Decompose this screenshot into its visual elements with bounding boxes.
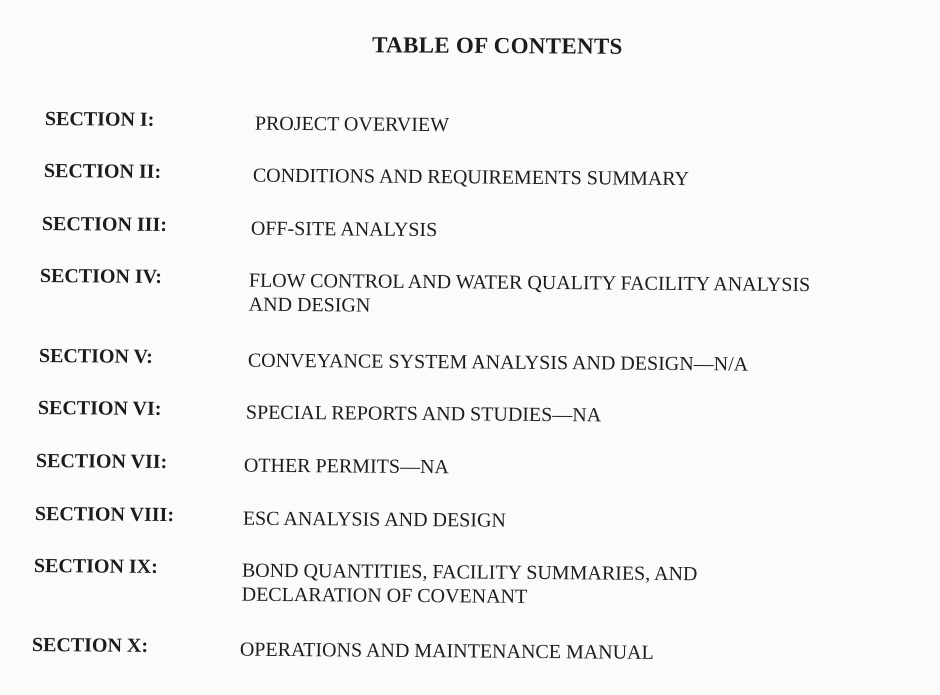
section-title [255, 112, 449, 138]
section-title-line: OTHER PERMITS—NA [243, 454, 449, 479]
section-title [244, 454, 449, 480]
section-label: SECTION II: [43, 160, 162, 183]
section-label: SECTION I: [44, 108, 155, 131]
section-title-line: FLOW CONTROL AND WATER QUALITY FACILITY ANALYSIS [248, 269, 811, 297]
section-title [246, 401, 602, 428]
section-label: SECTION VII: [35, 450, 168, 474]
section-title-line: OFF-SITE ANALYSIS [250, 217, 438, 242]
section-title [243, 507, 506, 533]
section-label: SECTION IV: [39, 265, 163, 288]
section-label: SECTION VI: [37, 397, 162, 420]
section-title [249, 269, 811, 321]
section-title-line: BOND QUANTITIES, FACILITY SUMMARIES, AND [241, 559, 698, 586]
page-title: TABLE OF CONTENTS [372, 32, 623, 59]
section-title [248, 349, 748, 377]
section-label: SECTION V: [38, 345, 153, 368]
section-label: SECTION VIII: [34, 503, 175, 527]
section-title-line: AND DESIGN [248, 293, 371, 317]
section-title [253, 164, 689, 191]
section-label: SECTION X: [31, 634, 149, 657]
section-title-line: CONDITIONS AND REQUIREMENTS SUMMARY [252, 164, 690, 191]
section-title-line: CONVEYANCE SYSTEM ANALYSIS AND DESIGN—N/A [247, 349, 749, 376]
section-label: SECTION III: [41, 213, 168, 236]
section-title-line: DECLARATION OF COVENANT [241, 583, 528, 608]
section-title-line: OPERATIONS AND MAINTENANCE MANUAL [239, 638, 654, 664]
section-title-line: SPECIAL REPORTS AND STUDIES—NA [245, 401, 602, 427]
section-title [251, 217, 438, 242]
section-title-line: PROJECT OVERVIEW [254, 112, 450, 137]
section-title [242, 559, 698, 611]
section-label: SECTION IX: [33, 555, 158, 578]
section-title [240, 638, 654, 665]
section-title-line: ESC ANALYSIS AND DESIGN [242, 507, 506, 532]
